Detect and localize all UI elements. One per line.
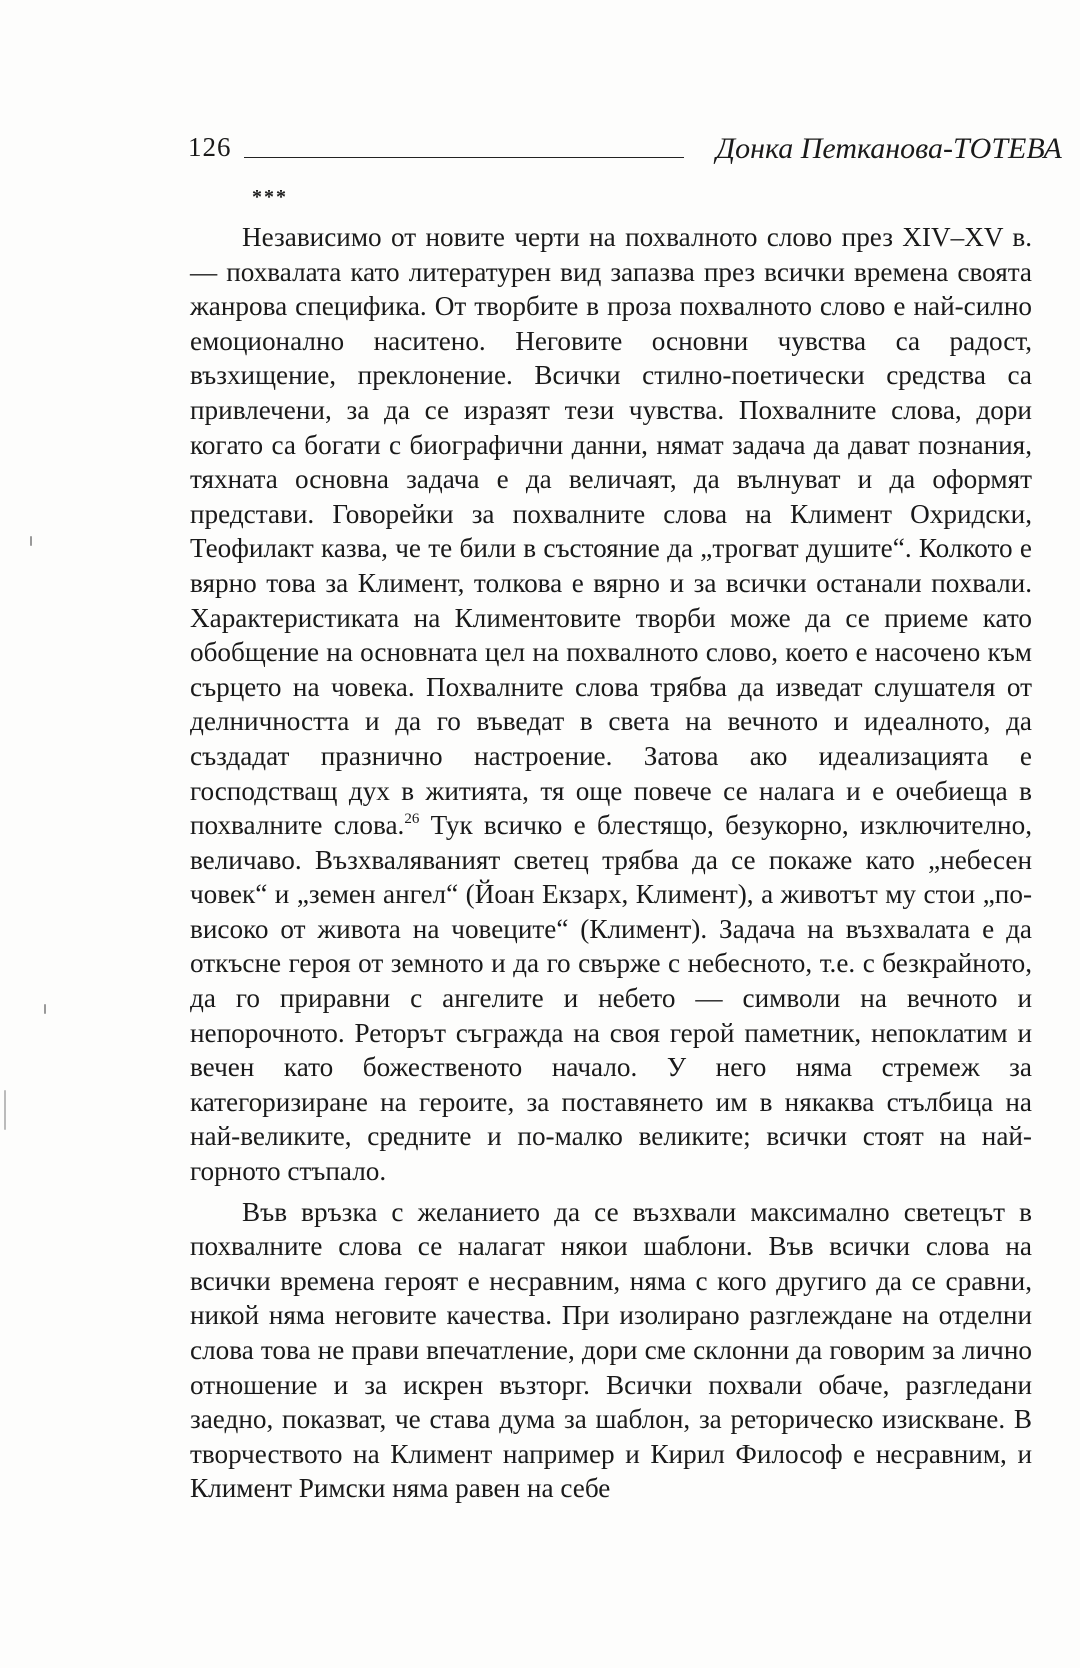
section-separator: *** [252,186,288,208]
paragraph-2 [190,1195,1032,1506]
scan-edge-mark [44,1004,46,1014]
paragraph-1-text: Независимо от новите черти на похвалното слово през XIV–XV в. — похвалата като литературен вид запазва през всички времена своята жанрова специфика. От творбите в проза похвалното слово е най-силно емоционално наситено. Неговите основни чувства са радост, възхищение, преклонение. Всички стилно-поетически средства са привлечени, за да се изразят тези чувства. Похвалните слова, дори когато са богати с биографични данни, нямат задача да дават познания, тяхната основна задача е да величаят, да вълнуват и да оформят представи. Говорейки за похвалните слова на Климент Охридски, Теофилакт казва, че те били в състояние да „трогват душите“. Колкото е вярно това за Климент, толкова е вярно и за всички останали похвали. Характеристиката на Климентовите творби може да се приеме като обобщение на основната цел на похвалното слово, което е насочено към сърцето на човека. Похвалните слова трябва да изведат слушателя от делничността и да го въведат в света на вечното и идеалното, да създадат празнично настроение. Затова ако идеализацията е господстващ дух в житията, тя още повече се налага и е очебиеща в похвалните слова. [190,222,1032,841]
paragraph-1-text-after: Тук всичко е блестящо, безукорно, изключително, величаво. Възхваляваният светец трябва да се покаже като „небесен човек“ и „земен ангел“ (Йоан Екзарх, Климент), а животът му стои „по-високо от живота на човеците“ (Климент). Задача на възхвалата е да откъсне героя от земното и да го свърже с небесното, т.е. с безкрайното, да го приравни с ангелите и небето — символи на вечното и непорочното. Реторът съгражда на своя герой паметник, непоклатим и вечен като божественото начало. У него няма стремеж за категоризиране на героите, за поставянето им в някаква стълбица на най-великите, средните и по-малко великите; всички стоят на най-горното стъпало. [190,810,1032,1187]
body-text [190,220,1032,1506]
paragraph-1 [190,220,1032,1189]
paragraph-2-text: Във връзка с желанието да се възхвали максимално светецът в похвалните слова се налагат някои шаблони. Във всички слова на всички времена героят е несравним, няма с кого другиго да се сравни, никой няма неговите качества. При изолирано разглеждане на отделни слова това не прави впечатление, дори сме склонни да говорим за лично отношение и за искрен възторг. Всички похвали обаче, разгледани заедно, показват, че става дума за шаблон, за реторическо изискване. В творчеството на Климент например и Кирил Философ е несравним, и Климент Римски няма равен на себе [190,1196,1032,1504]
running-head: Донка Петканова-ТОТЕВА [716,132,1062,165]
header-rule [244,157,684,158]
footnote-marker: 26 [404,811,420,828]
page-header [188,120,1062,170]
page-number: 126 [188,132,232,162]
scan-edge-mark [4,1090,6,1130]
scan-edge-mark [30,536,32,546]
